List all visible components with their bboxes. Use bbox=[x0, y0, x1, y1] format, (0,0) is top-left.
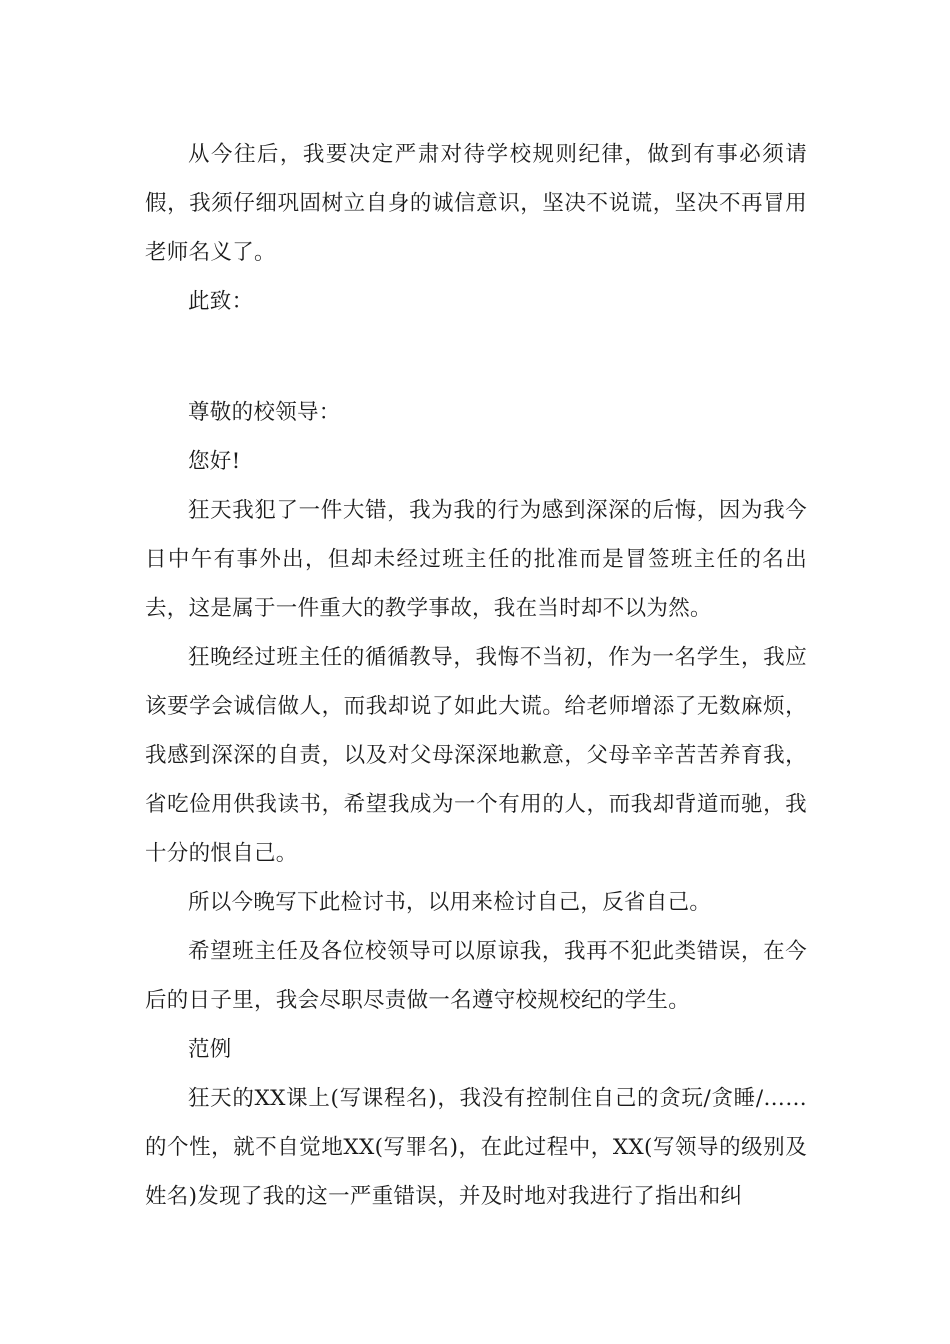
paragraph-closing: 此致： bbox=[188, 289, 254, 314]
paragraph-example: 狂天的XX课上(写课程名)，我没有控制住自己的贪玩/贪睡/……的个性，就不自觉地XX(写罪名)，在此过程中，XX(写领导的级别及姓名)发现了我的这一严重错误，并及时地对我进行了指出和纠 bbox=[145, 1086, 807, 1209]
paragraph-salutation: 尊敬的校领导： bbox=[188, 400, 341, 425]
paragraph-greeting: 您好! bbox=[188, 449, 241, 474]
paragraph-example-heading: 范例 bbox=[188, 1037, 232, 1062]
paragraph-incident: 狂天我犯了一件大错，我为我的行为感到深深的后悔，因为我今日中午有事外出，但却未经过班主任的批准而是冒签班主任的名出去，这是属于一件重大的教学事故，我在当时却不以为然。 bbox=[145, 498, 807, 621]
document-body bbox=[145, 130, 807, 1221]
paragraph-resolution: 从今往后，我要决定严肃对待学校规则纪律，做到有事必须请假，我须仔细巩固树立自身的诚信意识，坚决不说谎，坚决不再冒用老师名义了。 bbox=[145, 142, 807, 265]
paragraph-purpose: 所以今晚写下此检讨书，以用来检讨自己，反省自己。 bbox=[188, 890, 712, 915]
paragraph-reflection: 狂晚经过班主任的循循教导，我悔不当初，作为一名学生，我应该要学会诚信做人，而我却说了如此大谎。给老师增添了无数麻烦，我感到深深的自责，以及对父母深深地歉意，父母辛辛苦苦养育我，省吃俭用供我读书，希望我成为一个有用的人，而我却背道而驰，我十分的恨自己。 bbox=[145, 645, 807, 866]
paragraph-apology: 希望班主任及各位校领导可以原谅我，我再不犯此类错误，在今后的日子里，我会尽职尽责做一名遵守校规校纪的学生。 bbox=[145, 939, 807, 1013]
section-gap bbox=[145, 326, 807, 388]
